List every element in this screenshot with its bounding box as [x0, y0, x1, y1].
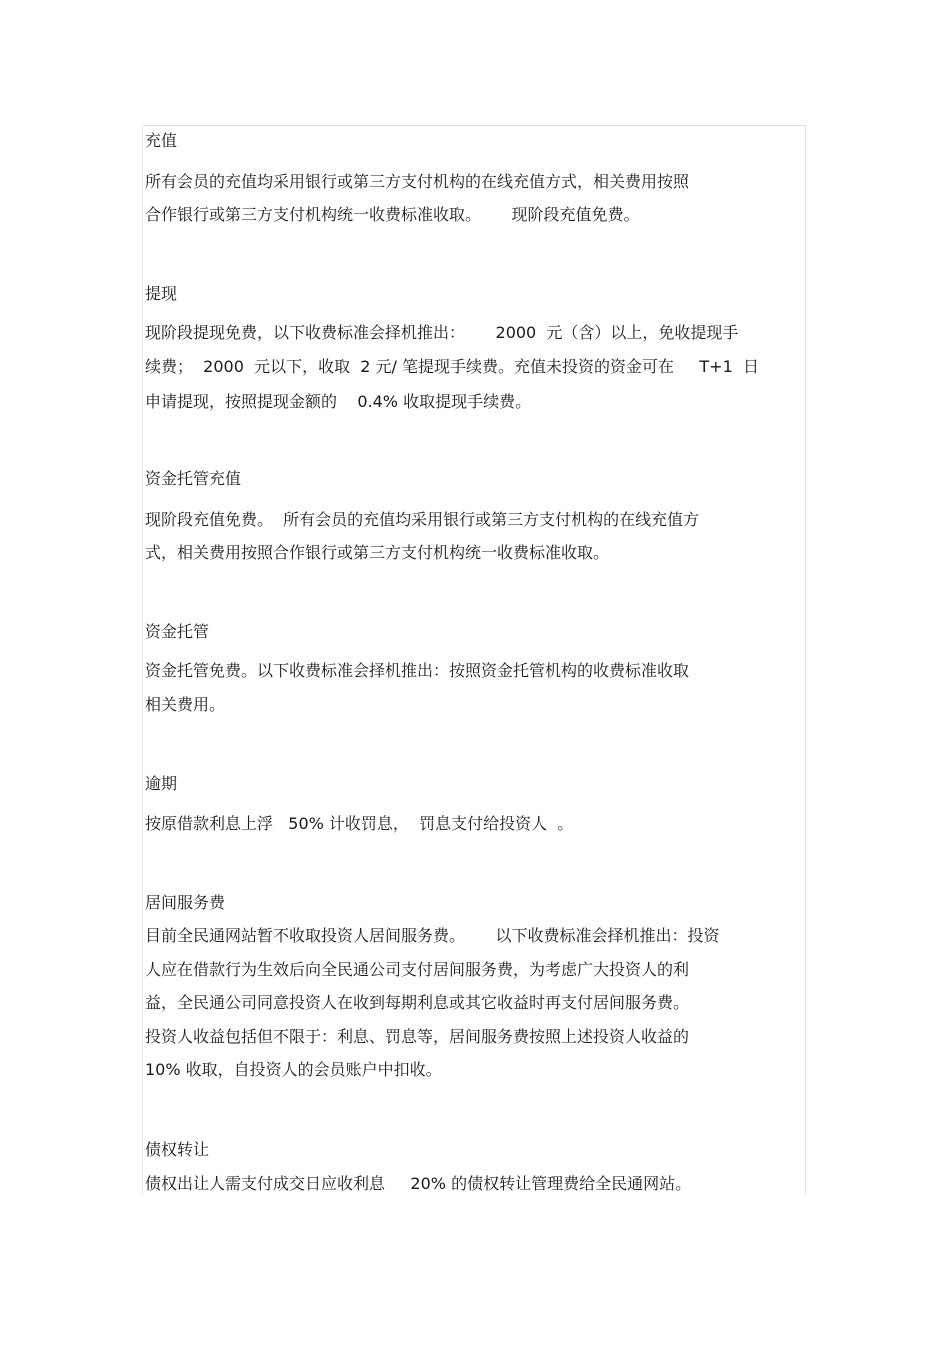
- section-heading: 逾期: [145, 774, 178, 793]
- paragraph-line: 式，相关费用按照合作银行或第三方支付机构统一收费标准收取。: [145, 543, 610, 562]
- section-heading: 资金托管充值: [145, 469, 242, 488]
- paragraph-line: 现阶段充值免费。 所有会员的充值均采用银行或第三方支付机构的在线充值方: [145, 510, 700, 529]
- paragraph-line: 益，全民通公司同意投资人在收到每期利息或其它收益时再支付居间服务费。: [145, 993, 690, 1012]
- paragraph-line: 投资人收益包括但不限于：利息、罚息等，居间服务费按照上述投资人收益的: [145, 1027, 690, 1046]
- paragraph-line: 人应在借款行为生效后向全民通公司支付居间服务费，为考虑广大投资人的利: [145, 960, 690, 979]
- paragraph-line: 债权出让人需支付成交日应收利息 20% 的债权转让管理费给全民通网站。: [145, 1174, 692, 1193]
- paragraph-line: 所有会员的充值均采用银行或第三方支付机构的在线充值方式，相关费用按照: [145, 172, 690, 191]
- section-heading: 居间服务费: [145, 893, 226, 912]
- paragraph-line: 目前全民通网站暂不收取投资人居间服务费。 以下收费标准会择机推出：投资: [145, 926, 720, 945]
- paragraph-line: 10% 收取，自投资人的会员账户中扣收。: [145, 1060, 442, 1079]
- paragraph-line: 相关费用。: [145, 695, 226, 714]
- section-heading: 充值: [145, 131, 178, 150]
- paragraph-line: 资金托管免费。以下收费标准会择机推出：按照资金托管机构的收费标准收取: [145, 661, 690, 680]
- section-heading: 提现: [145, 284, 178, 303]
- paragraph-line: 现阶段提现免费，以下收费标准会择机推出： 2000 元（含）以上，免收提现手: [145, 323, 739, 342]
- paragraph-line: 申请提现，按照提现金额的 0.4% 收取提现手续费。: [145, 392, 532, 411]
- paragraph-line: 按原借款利息上浮 50% 计收罚息， 罚息支付给投资人 。: [145, 814, 574, 833]
- section-heading: 资金托管: [145, 622, 210, 641]
- section-heading: 债权转让: [145, 1140, 210, 1159]
- paragraph-line: 合作银行或第三方支付机构统一收费标准收取。 现阶段充值免费。: [145, 205, 640, 224]
- paragraph-line: 续费； 2000 元以下，收取 2 元/ 笔提现手续费。充值未投资的资金可在 T+1 日: [145, 357, 759, 376]
